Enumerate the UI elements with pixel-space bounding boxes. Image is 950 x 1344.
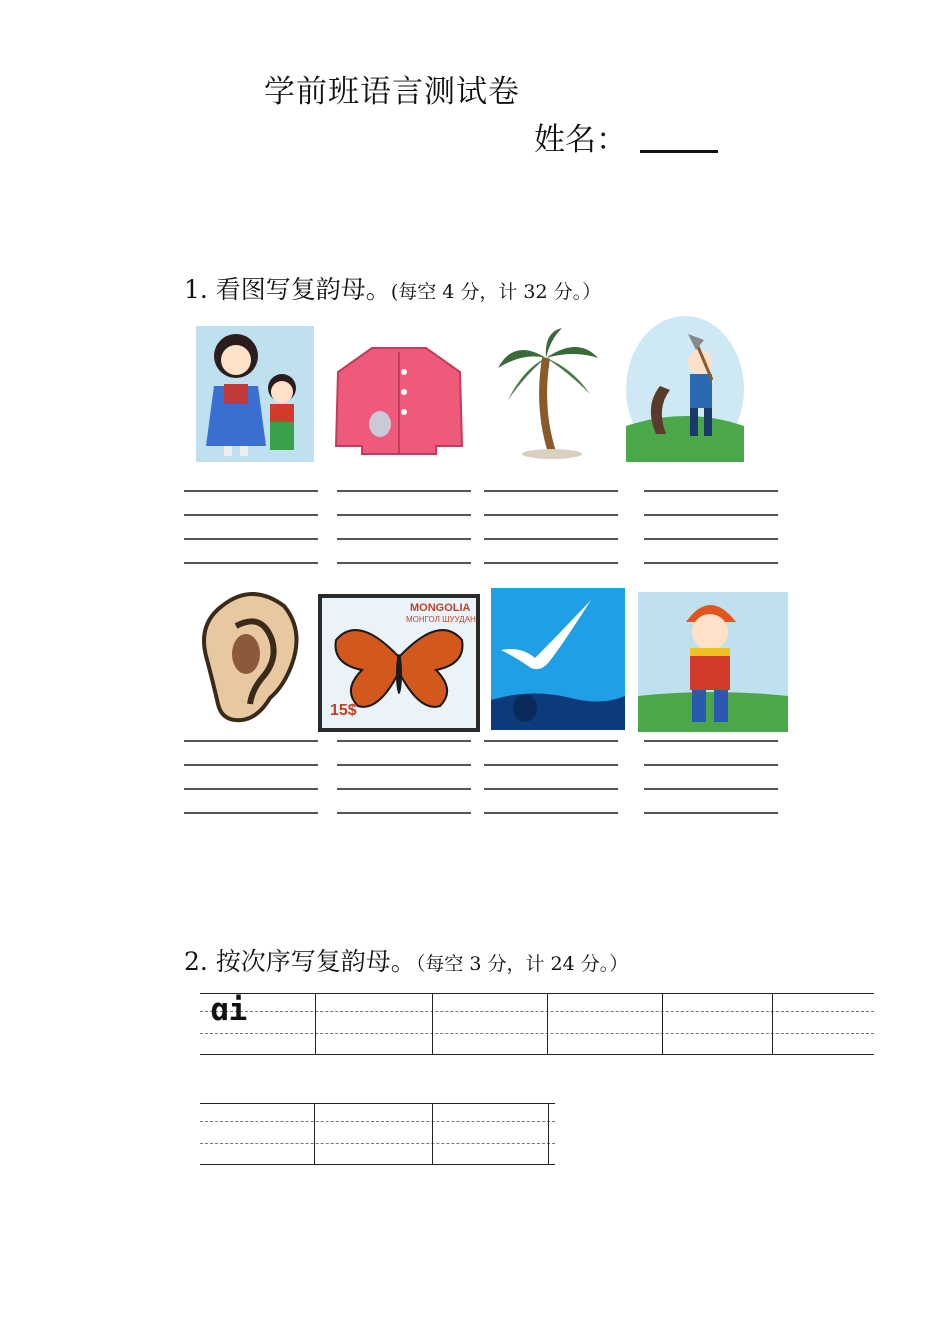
answer-line[interactable] (337, 764, 471, 766)
jacket-icon (332, 342, 466, 458)
grid-divider (314, 1103, 315, 1165)
answer-line[interactable] (484, 764, 618, 766)
answer-line[interactable] (184, 740, 318, 742)
answer-line[interactable] (184, 788, 318, 790)
grid-divider (432, 993, 433, 1055)
palm-tree-icon (494, 328, 602, 460)
answer-line[interactable] (337, 538, 471, 540)
name-label: 姓名： (534, 122, 627, 158)
name-blank-line[interactable] (640, 150, 718, 153)
question-2-title: 2. 按次序写复韵母。 (184, 947, 416, 976)
question-2-note: （每空 3 分，计 24 分。） (415, 953, 629, 975)
grid-divider (547, 993, 548, 1055)
stamp-country: MONGOLIA (410, 602, 471, 614)
grid-divider (432, 1103, 433, 1165)
seagull-icon (491, 588, 625, 730)
answer-line[interactable] (337, 514, 471, 516)
grid-guide-line (200, 1143, 555, 1144)
example-pinyin: ɑi (210, 992, 248, 1028)
question-1-title: 1. 看图写复韵母。 (184, 275, 391, 304)
stamp-country-native: МОНГОЛ ШУУДАН (406, 615, 476, 624)
answer-line[interactable] (337, 490, 471, 492)
butterfly-stamp-icon (318, 594, 480, 732)
answer-line[interactable] (644, 562, 778, 564)
answer-line[interactable] (644, 764, 778, 766)
answer-line[interactable] (484, 514, 618, 516)
answer-line[interactable] (184, 514, 318, 516)
winter-child-icon (638, 592, 788, 732)
answer-line[interactable] (484, 740, 618, 742)
girl-boy-icon (196, 326, 314, 462)
grid-bottom-line (200, 1164, 555, 1165)
answer-line[interactable] (484, 788, 618, 790)
grid-divider (772, 993, 773, 1055)
answer-line[interactable] (337, 788, 471, 790)
answer-line[interactable] (484, 490, 618, 492)
answer-line[interactable] (644, 788, 778, 790)
page-title: 学前班语言测试卷 (264, 74, 520, 110)
answer-line[interactable] (337, 562, 471, 564)
answer-line[interactable] (184, 490, 318, 492)
grid-guide-line (200, 1121, 555, 1122)
answer-line[interactable] (184, 538, 318, 540)
answer-line[interactable] (644, 740, 778, 742)
answer-line[interactable] (644, 514, 778, 516)
answer-line[interactable] (184, 812, 318, 814)
grid-top-line (200, 1103, 555, 1104)
grid-divider (548, 1103, 549, 1165)
stamp-value: 15$ (330, 702, 357, 719)
answer-line[interactable] (644, 538, 778, 540)
answer-line[interactable] (644, 812, 778, 814)
answer-line[interactable] (337, 740, 471, 742)
answer-line[interactable] (484, 562, 618, 564)
grid-divider (662, 993, 663, 1055)
question-1-note: (每空 4 分，计 32 分。） (390, 281, 602, 303)
answer-line[interactable] (484, 812, 618, 814)
question-1-heading (184, 270, 601, 306)
ear-icon (192, 586, 302, 724)
answer-line[interactable] (184, 764, 318, 766)
grid-divider (315, 993, 316, 1055)
answer-line[interactable] (184, 562, 318, 564)
answer-line[interactable] (484, 538, 618, 540)
question-2-heading (184, 942, 628, 978)
answer-line[interactable] (644, 490, 778, 492)
boy-axe-icon (626, 316, 744, 462)
answer-line[interactable] (337, 812, 471, 814)
